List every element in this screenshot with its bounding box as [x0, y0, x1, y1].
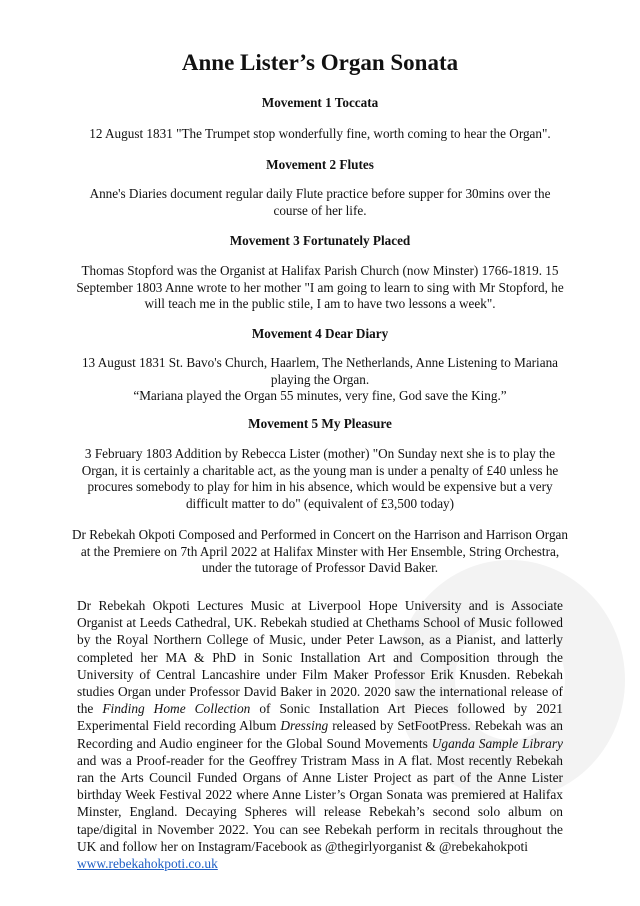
movement-3-heading: Movement 3 Fortunately Placed	[229, 233, 411, 248]
biography	[77, 597, 563, 872]
movement-1-text: 12 August 1831 "The Trumpet stop wonderfully fine, worth coming to hear the Organ".	[89, 126, 551, 141]
movement-4-heading: Movement 4 Dear Diary	[251, 326, 389, 341]
bio-text: Dr Rebekah Okpoti Lectures Music at Liverpool Hope University and is Associate Organist at Leeds Cathedral, UK. Rebekah studied at Chethams School of Music followed by the Royal Northern College of Music, under Peter Lawson, as a Pianist, and latterly completed her MA & PhD in Sonic Installation Art and Composition through the University of Central Lancashire under Film Maker Professor Erik Knusden. Rebekah studies Organ under Professor David Baker in 2020. 2020 saw the international release of the	[77, 598, 563, 717]
movement-1-heading: Movement 1 Toccata	[261, 95, 379, 110]
website-link[interactable]: www.rebekahokpoti.co.uk	[77, 856, 218, 872]
bio-italic-title: Finding Home Collection	[102, 701, 251, 717]
bio-text: of Sonic Installation Art Pieces followed by 2021 Experimental Field recording Album	[77, 701, 563, 734]
bio-italic-title: Uganda Sample Library	[431, 735, 564, 751]
page-title: Anne Lister’s Organ Sonata	[181, 50, 459, 75]
movement-4-text: 13 August 1831 St. Bavo's Church, Haarlem, The Netherlands, Anne Listening to Mariana playing the Organ.	[81, 355, 559, 387]
movement-3-text: Thomas Stopford was the Organist at Halifax Parish Church (now Minster) 1766-1819. 15 September 1803 Anne wrote to her mother "I am going to learn to sing with Mr Stopford, he will teach me in the public stile, I am to have two lessons a week".	[76, 263, 564, 311]
premiere-note: Dr Rebekah Okpoti Composed and Performed in Concert on the Harrison and Harrison Organ at the Premiere on 7th April 2022 at Halifax Minster with Her Ensemble, String Orchestra, under the tutorage of Professor David Baker.	[71, 527, 568, 575]
bio-italic-title: Dressing	[280, 718, 329, 734]
movement-2-heading: Movement 2 Flutes	[266, 157, 374, 172]
movement-2-text: Anne's Diaries document regular daily Flute practice before supper for 30mins over the course of her life.	[89, 186, 551, 218]
movement-4-quote: “Mariana played the Organ 55 minutes, very fine, God save the King.”	[133, 388, 507, 403]
movement-5-text: 3 February 1803 Addition by Rebecca Lister (mother) "On Sunday next she is to play the Organ, it is certainly a charitable act, as the young man is under a penalty of £40 unless he procures somebody to play for him in his absence, which would be expensive but a very difficult matter to do" (equivalent of £3,500 today)	[81, 446, 559, 511]
bio-text: and was a Proof-reader for the Geoffrey Tristram Mass in A flat. Most recently Rebekah ran the Arts Council Funded Organs of Anne Lister Project as part of the Anne Lister birthday Week Festival 2022 where Anne Lister’s Organ Sonata was premiered at Halifax Minster, England. Decaying Spheres will release Rebekah’s second solo album on tape/digital in November 2022. You can see Rebekah perform in recitals throughout the UK and follow her on Instagram/Facebook as @thegirlyorganist & @rebekahokpoti	[77, 752, 563, 854]
movement-5-heading: Movement 5 My Pleasure	[248, 416, 392, 431]
bio-text: released by SetFootPress. Rebekah was an Recording and Audio engineer for the Global Sound Movements	[77, 718, 563, 751]
